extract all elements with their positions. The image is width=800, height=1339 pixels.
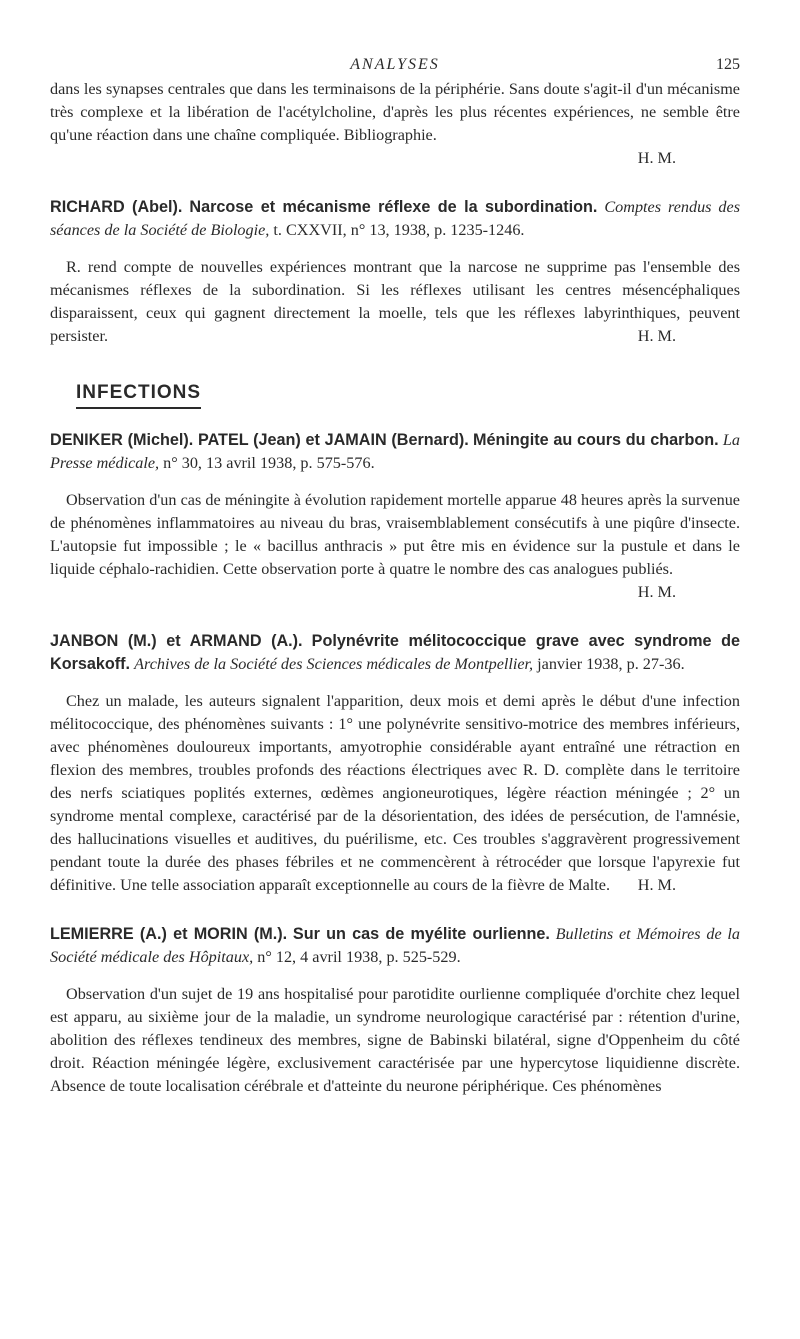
entry-source: Bulletins et Mémoires de la Société médicale des Hôpitaux, xyxy=(50,925,741,966)
entry-abstract xyxy=(50,256,740,348)
continued-signature: H. M. xyxy=(637,149,676,167)
entry-details: n° 12, 4 avril 1938, p. 525-529. xyxy=(257,948,461,966)
entry-details: n° 30, 13 avril 1938, p. 575-576. xyxy=(163,454,375,472)
entry-signature: H. M. xyxy=(637,327,676,345)
entry-abstract-text: Observation d'un cas de méningite à évolution rapidement mortelle apparue 48 heures après la survenue de phénomènes inflammatoires au niveau du bras, vraisemblablement consécutifs à une piqûre d'insecte. L'autopsie fut impossible ; le « bacillus anthracis » put être mis en évidence sur la pustule et dans le liquide céphalo-rachidien. Cette observation porte à quatre le nombre des cas analogues publiés. xyxy=(50,491,740,578)
entry-heading xyxy=(50,429,740,475)
entry-details: t. CXXVII, n° 13, 1938, p. 1235-1246. xyxy=(273,221,525,239)
entry-title: Sur un cas de myélite ourlienne. xyxy=(292,925,550,943)
continued-paragraph xyxy=(50,78,740,147)
entry-title: Polynévrite mélitococcique grave avec syndrome de Korsakoff. xyxy=(50,632,740,673)
entry-heading xyxy=(50,630,740,676)
entry-authors: RICHARD (Abel). xyxy=(50,198,183,216)
entry-details: janvier 1938, p. 27-36. xyxy=(537,655,685,673)
continued-text: dans les synapses centrales que dans les terminaisons de la périphérie. Sans doute s'agit-il d'un mécanisme très complexe et la libération de l'acétylcholine, d'après les plus récentes expériences, ne semble être qu'une réaction dans une chaîne compliquée. Bibliographie. xyxy=(50,80,740,144)
entry-authors: DENIKER (Michel). PATEL (Jean) et JAMAIN (Bernard). xyxy=(50,431,469,449)
entry-title: Méningite au cours du charbon. xyxy=(473,431,719,449)
entry-abstract xyxy=(50,690,740,897)
entry-source: La Presse médicale, xyxy=(50,431,741,472)
section-title: INFECTIONS xyxy=(76,382,201,409)
entry-authors: LEMIERRE (A.) et MORIN (M.). xyxy=(50,925,288,943)
running-head xyxy=(50,52,740,78)
entry-heading xyxy=(50,196,740,242)
entry-abstract-text: Chez un malade, les auteurs signalent l'apparition, deux mois et demi après le début d'une infection mélitococcique, des phénomènes suivants : 1° une polynévrite sensitivo-motrice des membres inférieurs, avec phénomènes douloureux importants, amyotrophie considérable ayant entraîné une rétraction en flexion des membres, troubles profonds des réactions électriques avec R. D. complète dans le territoire des nerfs sciatiques poplités externes, œdèmes angioneurotiques, légère réaction méningée ; 2° un syndrome mental complexe, caractérisé par de la désorientation, des idées de persécution, de l'amnésie, des hallucinations visuelles et auditives, du puérilisme, etc. Ces troubles s'aggravèrent progressivement pendant toute la durée des phases fébriles et ne commencèrent à rétrocéder que lorsque l'apyrexie fut définitive. Une telle association apparaît exceptionnelle au cours de la fièvre de Malte. xyxy=(50,692,740,894)
entry-source: Comptes rendus des séances de la Société de Biologie, xyxy=(50,198,741,239)
page-number: 125 xyxy=(716,56,740,73)
running-head-title: ANALYSES xyxy=(350,56,440,73)
entry-heading xyxy=(50,923,740,969)
entry-abstract xyxy=(50,489,740,581)
document-page xyxy=(50,52,740,1098)
entry-title: Narcose et mécanisme réflexe de la subordination. xyxy=(189,198,598,216)
entry-source: Archives de la Société des Sciences médicales de Montpellier, xyxy=(134,655,534,673)
entry-abstract xyxy=(50,983,740,1098)
entry-authors: JANBON (M.) et ARMAND (A.). xyxy=(50,632,303,650)
entry-signature: H. M. xyxy=(637,876,676,894)
entry-signature: H. M. xyxy=(637,583,676,601)
entry-abstract-text: R. rend compte de nouvelles expériences montrant que la narcose ne supprime pas l'ensemble des mécanismes réflexes de la subordination. Si les réflexes utilisant les centres mésencéphaliques disparaissent, ceux qui gagnent directement la moelle, tels que les réflexes labyrinthiques, peuvent persister. xyxy=(50,258,740,345)
entry-abstract-text: Observation d'un sujet de 19 ans hospitalisé pour parotidite ourlienne compliquée d'orchite chez lequel est apparu, au sixième jour de la maladie, un syndrome neurologique caractérisé par : rétention d'urine, abolition des réflexes tendineux des membres, signe de Babinski bilatéral, signe d'Oppenheim du côté droit. Réaction méningée légère, exclusivement caractérisée par une hypercytose liquidienne discrète. Absence de toute localisation cérébrale et d'atteinte du neurone périphérique. Ces phénomènes xyxy=(50,985,740,1095)
